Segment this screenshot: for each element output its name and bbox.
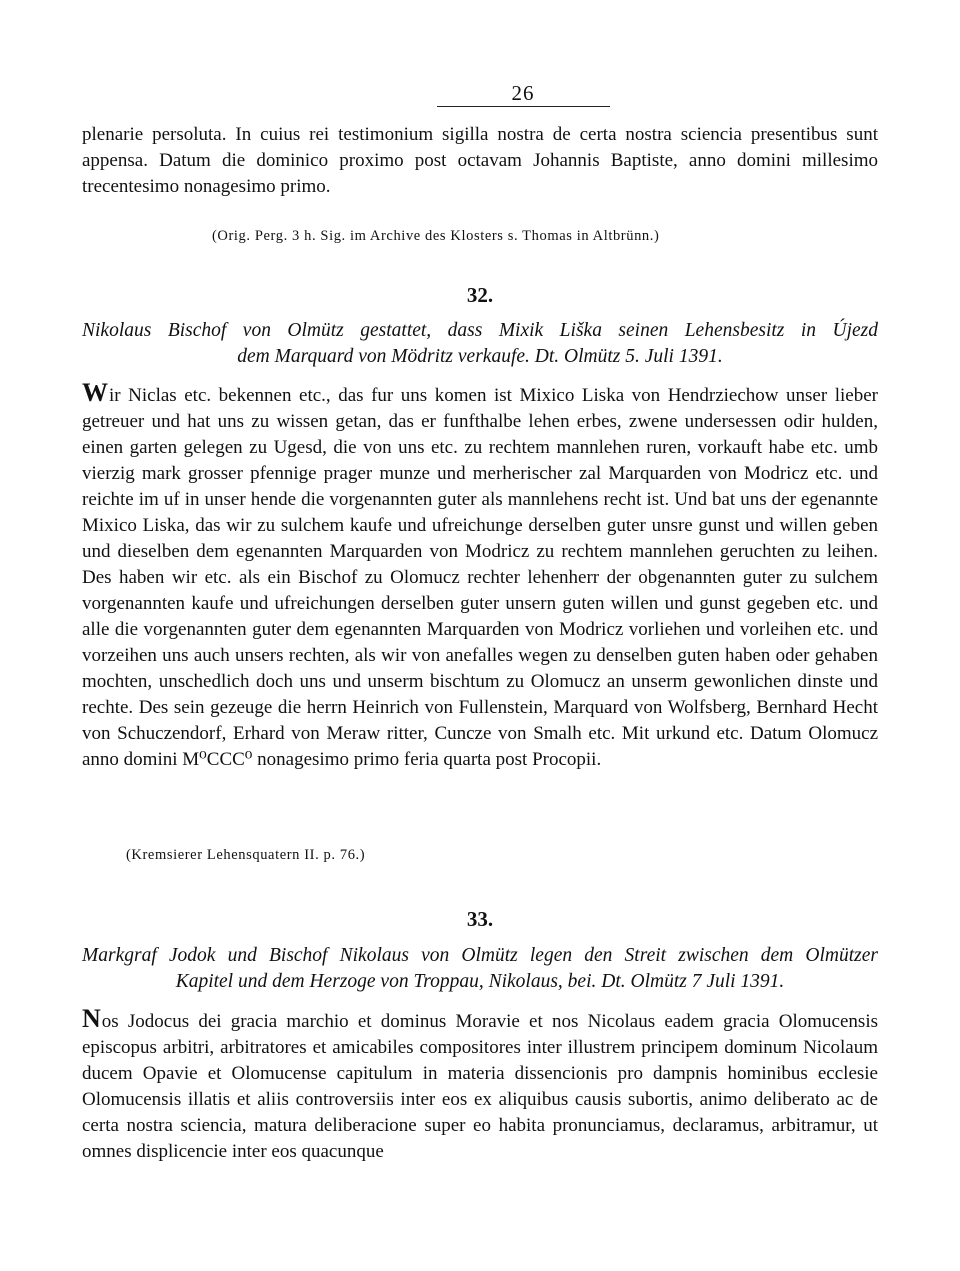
- document-32-heading-line-2: dem Marquard von Mödritz verkaufe. Dt. Olmütz 5. Juli 1391.: [237, 346, 723, 367]
- document-32-body-text: ir Niclas etc. bekennen etc., das fur uns komen ist Mixico Liska von Hendrziechow unser lieber getreuer und hat uns zu wissen getan, das er funfthalbe lehen erbes, zwene undersessen odir hulden, einen garten gelegen zu Ugesd, die von uns etc. zu rechtem mannlehen ruren, vorkauft habe etc. umb vierzig mark grosser pfennige prager munze und merherischer zal Marquarden von Modricz etc. und reichte im uf in unser hende die vorgenannten guter als mannlehens recht ist. Und bat uns der egenannte Mixico Liska, das wir zu sulchem kaufe und ufreichunge derselben guter unsre gunst und willen geben und dieselben dem egenannten Marquarden von Modricz zu rechtem mannlehen geruchten zu leihen. Des haben wir etc. als ein Bischof zu Olomucz rechter lehenherr der obgenannten guter zu sulchem vorgenannten kaufe und ufreichungen derselben guter unsern guten willen und gunst gegeben etc. und alle die vorgenannten guter dem egenannten Marquarden von Modricz vorliehen und vorleihen etc. und vorzeihen uns auch unsers rechten, als wir von anefalles wegen zu denselben guten haben oder gehaben mochten, unschedlich doch uns und unserm bischtum zu Olomucz an unserm gewonlichen dinste und rechte. Des sein gezeuge die herrn Heinrich von Fullenstein, Marquard von Wolfsberg, Bernhard Hecht von Schuczendorf, Erhard von Meraw ritter, Cuncze von Smalh etc. Mit urkund etc. Datum Olomucz anno domini M⁰CCC⁰ nonagesimo primo feria quarta post Procopii.: [82, 385, 878, 770]
- intro-paragraph: plenarie persoluta. In cuius rei testimonium sigilla nostra de certa nostra sciencia presentibus sunt appensa. Datum die dominico proximo post octavam Johannis Baptiste, anno domini millesimo trecentesimo nonagesimo primo.: [82, 124, 878, 197]
- page-number-rule: [437, 106, 610, 107]
- document-33-heading: [82, 943, 878, 995]
- document-32-source-note: (Kremsierer Lehensquatern II. p. 76.): [126, 847, 366, 863]
- intro-source-note: (Orig. Perg. 3 h. Sig. im Archive des Klosters s. Thomas in Altbrünn.): [212, 228, 660, 244]
- document-33-body: [82, 1004, 878, 1165]
- document-33-number: 33.: [466, 907, 494, 931]
- document-32-body: [82, 378, 878, 773]
- document-33-heading-line-2: Kapitel und dem Herzoge von Troppau, Nikolaus, bei. Dt. Olmütz 7 Juli 1391.: [175, 971, 785, 992]
- document-32-initial: W: [82, 378, 109, 407]
- document-32-heading: [82, 318, 878, 370]
- page-number: 26: [511, 81, 535, 105]
- document-33-initial: N: [82, 1004, 102, 1033]
- document-32-number: 32.: [466, 283, 494, 307]
- document-32-heading-line-1: Nikolaus Bischof von Olmütz gestattet, dass Mixik Liška seinen Lehensbesitz in Újezd: [82, 320, 878, 341]
- document-33-body-text: os Jodocus dei gracia marchio et dominus Moravie et nos Nicolaus eadem gracia Olomucensis episcopus arbitri, arbitratores et amicabiles compositores inter illustrem principem dominum Nicolaum ducem Opavie et Olomucense capitulum in materia dissencionis pro dampnis hominibus ecclesie Olomucensis illatis et aliis controversiis inter eos ex aliquibus causis subortis, animo deliberato ac de certa nostra sciencia, matura deliberacione super eo habita pronunciamus, declaramus, arbitramur, ut omnes displicencie inter eos quacunque: [82, 1011, 878, 1162]
- document-33-heading-line-1: Markgraf Jodok und Bischof Nikolaus von Olmütz legen den Streit zwischen dem Olmützer: [82, 945, 878, 966]
